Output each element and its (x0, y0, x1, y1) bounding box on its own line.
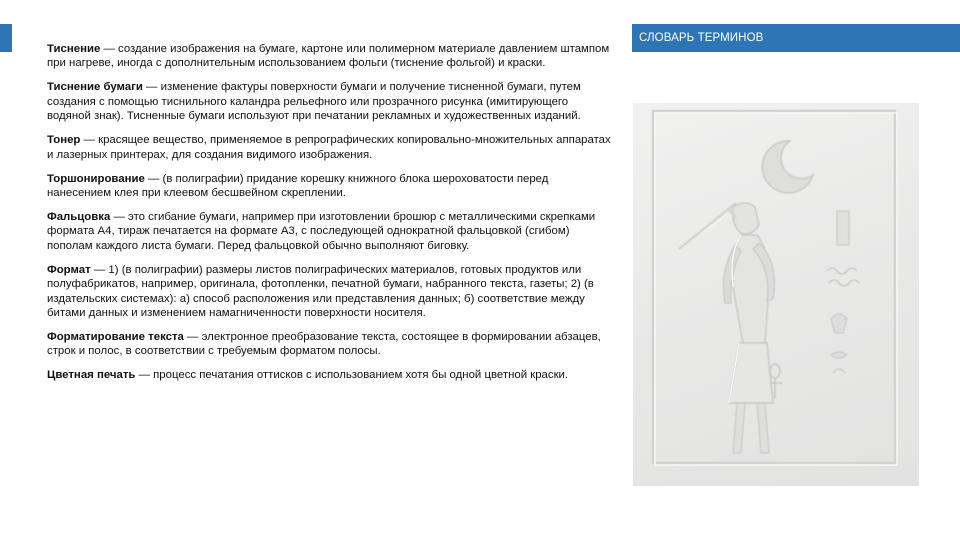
term-definition: — электронное преобразование текста, состоящее в формировании абзацев, строк и полос, в соответствии с требуемым форматом полосы. (47, 331, 601, 358)
term-title: Тиснение бумаги (47, 81, 143, 94)
term-definition: — (в полиграфии) придание корешку книжного блока шероховатости перед нанесением клея при клеевом бесшвейном скреплении. (47, 172, 549, 200)
term-entry (47, 330, 612, 359)
term-entry (47, 172, 612, 201)
term-title: Форматирование текста (47, 331, 184, 344)
term-entry (47, 368, 612, 382)
figure-skirt-relief (729, 343, 773, 403)
term-definition: — изменение фактуры поверхности бумаги и получение тисненной бумаги, путем создания с помощью тиснильного каландра рельефного или прозрачного рисунка (имитирующего водяной знак). Тисненные бумаги используют при печатании рекламных и художественных изданий. (47, 81, 581, 123)
term-entry (47, 80, 612, 123)
term-entry (47, 42, 612, 71)
left-accent-bar (0, 24, 12, 52)
term-definition: — это сгибание бумаги, например при изготовлении брошюр с металлическими скрепками формата А4, тираж печатается на формате А3, с последующей однократной фальцовкой (сгибом) пополам каждого листа бумаги. Перед фальцовкой обычно выполняют биговку. (47, 211, 596, 252)
term-definition: — красящее вещество, применяемое в репрографических копировально-множительных аппаратах и лазерных принтерах, для создания видимого изображения. (47, 134, 611, 161)
term-definition: — создание изображения на бумаге, картоне или полимерном материале давлением штампом при нагреве, иногда с дополнительным использованием фольги (тиснение фольгой) и краски. (47, 43, 610, 70)
term-definition: — процесс печатания оттисков с использованием хотя бы одной цветной краски. (135, 369, 569, 382)
embossed-paper-photo (633, 103, 919, 486)
term-title: Фальцовка (47, 211, 111, 224)
term-entry (47, 263, 612, 321)
terms-glossary (47, 42, 612, 392)
term-title: Торшонирование (47, 172, 145, 185)
term-title: Тиснение (47, 43, 101, 55)
section-title: СЛОВАРЬ ТЕРМИНОВ (639, 32, 764, 44)
term-definition: — 1) (в полиграфии) размеры листов полиграфических материалов, готовых продуктов или полуфабрикатов, например, оригинала, фотопленки, печатной бумаги, набранного текста, газеты; 2) (в издательских системах): а) способ расположения или представления данных; б) соответствие между битами данных и изменением намагниченности поверхности носителя. (47, 263, 594, 320)
section-title-bar (632, 24, 960, 52)
embossed-figure-illustration (633, 103, 919, 486)
term-entry (47, 210, 612, 253)
crescent-moon-relief (762, 141, 813, 193)
term-title: Тонер (47, 134, 81, 147)
hieroglyph-column-relief (837, 211, 849, 245)
figure-head-relief (733, 203, 759, 234)
term-entry (47, 133, 612, 162)
term-title: Цветная печать (47, 369, 136, 382)
term-title: Формат (47, 263, 91, 276)
